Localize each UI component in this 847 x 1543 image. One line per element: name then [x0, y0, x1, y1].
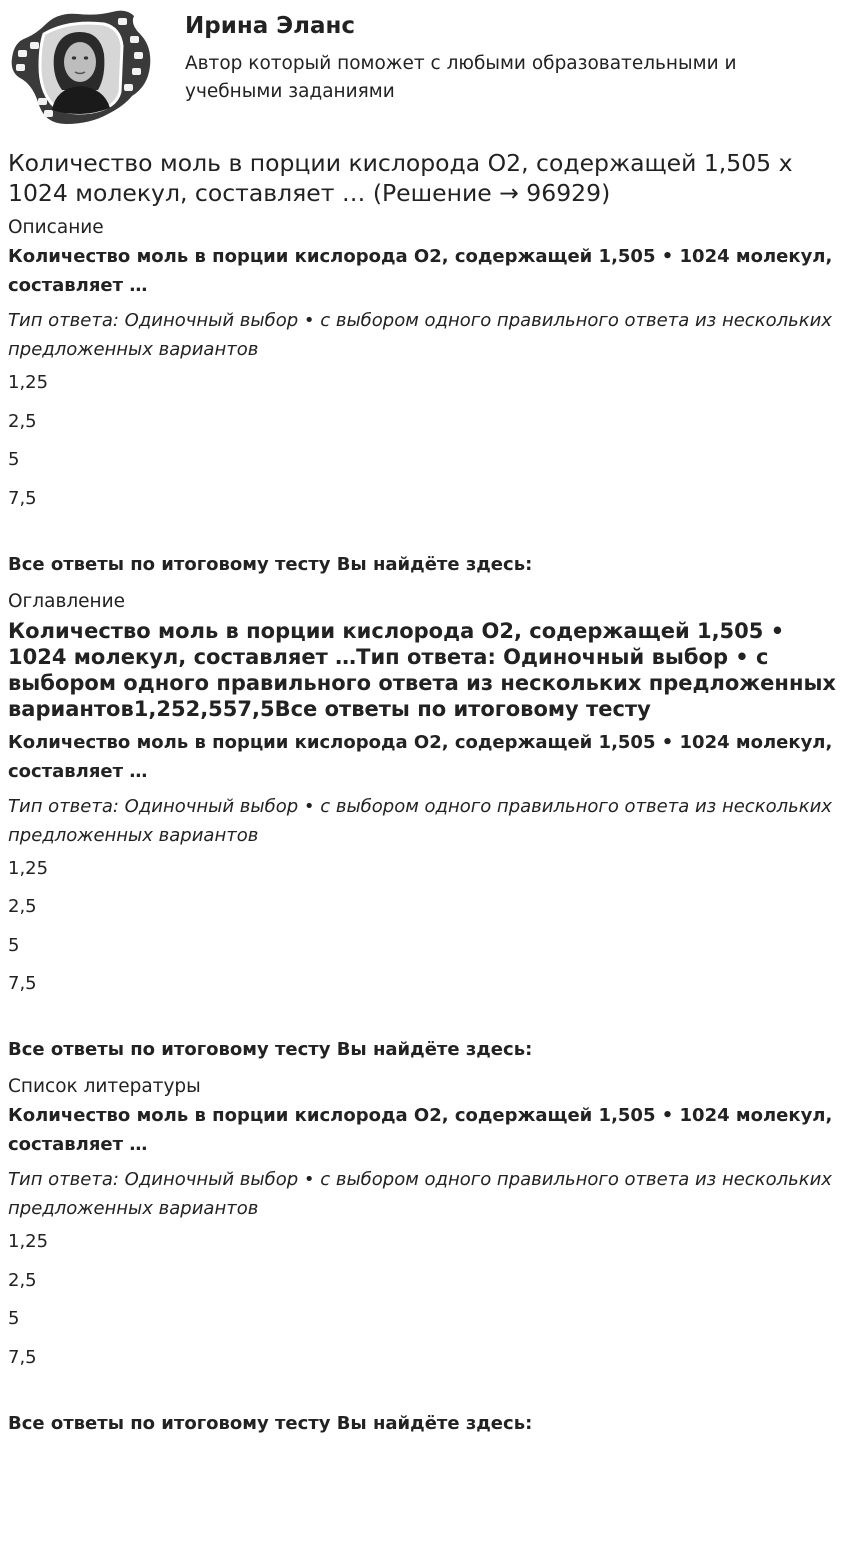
- answer-option: 1,25: [8, 857, 49, 879]
- question-text: Количество моль в порции кислорода O2, содержащей 1,505 • 1024 молекул, составляет …: [8, 246, 833, 296]
- question-text: Количество моль в порции кислорода O2, содержащей 1,505 • 1024 молекул, составляет …: [8, 1105, 833, 1155]
- answer-option: 5: [8, 1308, 20, 1329]
- author-header: [8, 0, 839, 138]
- all-answers-text: Все ответы по итоговому тесту Вы найдёте здесь:: [8, 1412, 533, 1434]
- author-description: Автор который поможет с любыми образовательными и учебными заданиями: [185, 53, 737, 102]
- answer-option: 1,25: [8, 1231, 49, 1252]
- section-label-description: Описание: [8, 217, 104, 238]
- toc-heading[interactable]: Количество моль в порции кислорода O2, содержащей 1,505 • 1024 молекул, составляет …Тип ответа: Одиночный выбор • с выбором одного правильного ответа из нескольких предложенных вариантов1,252,557,5Все ответы по итоговому тесту: [8, 618, 836, 721]
- page: [8, 0, 839, 1449]
- all-answers-text: Все ответы по итоговому тесту Вы найдёте здесь:: [8, 553, 533, 575]
- answer-option: 1,25: [8, 372, 49, 393]
- author-photo-icon: [8, 6, 154, 128]
- question-text: Количество моль в порции кислорода O2, содержащей 1,505 • 1024 молекул, составляет …: [8, 731, 833, 782]
- page-title: Количество моль в порции кислорода O2, содержащей 1,505 х 1024 молекул, составляет … (Решение → 96929): [8, 149, 793, 207]
- answer-type: Тип ответа: Одиночный выбор • с выбором одного правильного ответа из нескольких предложенных вариантов: [8, 1169, 832, 1219]
- answer-option: 7,5: [8, 1346, 37, 1368]
- toc-section: [8, 590, 839, 1063]
- answer-type: Тип ответа: Одиночный выбор • с выбором одного правильного ответа из нескольких предложенных вариантов: [8, 795, 832, 846]
- answer-option: 2,5: [8, 896, 37, 917]
- literature-section: [8, 1075, 839, 1436]
- answer-option: 7,5: [8, 487, 37, 509]
- answer-option: 2,5: [8, 410, 37, 432]
- answer-option: 5: [8, 934, 20, 956]
- section-label-literature: Список литературы: [8, 1076, 201, 1097]
- section-label-toc: Оглавление: [8, 590, 126, 612]
- author-avatar[interactable]: [8, 6, 154, 128]
- answer-type: Тип ответа: Одиночный выбор • с выбором одного правильного ответа из нескольких предложенных вариантов: [8, 310, 832, 360]
- author-name[interactable]: Ирина Эланс: [185, 13, 356, 39]
- answer-option: 5: [8, 449, 20, 470]
- answer-option: 2,5: [8, 1269, 37, 1291]
- all-answers-text: Все ответы по итоговому тесту Вы найдёте здесь:: [8, 1039, 533, 1060]
- answer-option: 7,5: [8, 973, 37, 994]
- description-section: [8, 216, 839, 577]
